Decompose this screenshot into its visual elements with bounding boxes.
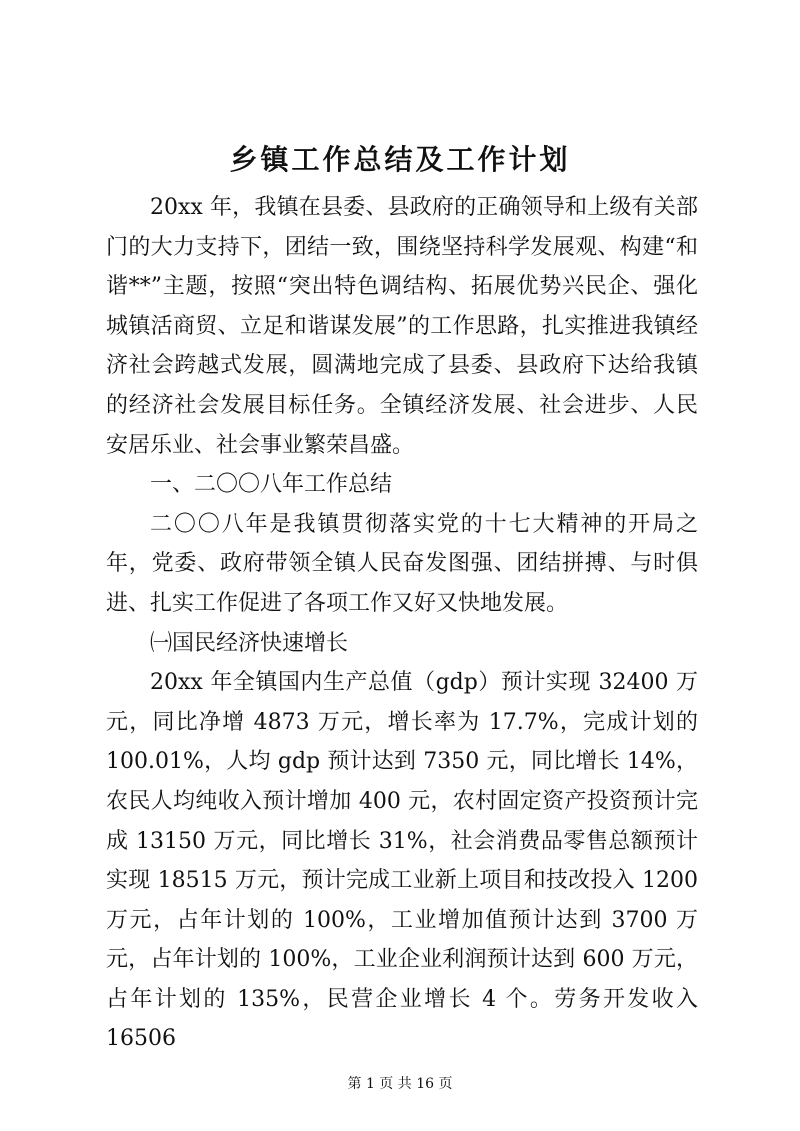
paragraph-economy: 20xx 年全镇国内生产总值（gdp）预计实现 32400 万元，同比净增 4873 万元，增长率为 17.7%，完成计划的 100.01%，人均 gdp 预计达到 7350 元，同比增长 14%，农民人均纯收入预计增加 400 元，农村固定资产投资预计完成 13150 万元，同比增长 31%，社会消费品零售总额预计实现 18515 万元，预计完成工业新上项目和技改投入 1200 万元，占年计划的 100%，工业增加值预计达到 3700 万元，占年计划的 100%，工业企业利润预计达到 600 万元，占年计划的 135%，民营企业增长 4 个。劳务开发收入 16506 — [106, 670, 698, 1052]
page-number: 第 1 页 共 16 页 — [347, 1076, 453, 1092]
page-title: 乡镇工作总结及工作计划 — [229, 143, 571, 176]
subsection-heading-economy: ㈠国民经济快速增长 — [150, 630, 349, 656]
document-body — [106, 188, 698, 1059]
section-heading-summary: 一、二〇〇八年工作总结 — [150, 472, 393, 498]
paragraph-intro: 20xx 年，我镇在县委、县政府的正确领导和上级有关部门的大力支持下，团结一致，围绕坚持科学发展观、构建“和谐**”主题，按照“突出特色调结构、拓展优势兴民企、强化城镇活商贸、立足和谐谋发展”的工作思路，扎实推进我镇经济社会跨越式发展，圆满地完成了县委、县政府下达给我镇的经济社会发展目标任务。全镇经济发展、社会进步、人民安居乐业、社会事业繁荣昌盛。 — [106, 195, 698, 458]
paragraph-overview: 二〇〇八年是我镇贯彻落实党的十七大精神的开局之年，党委、政府带领全镇人民奋发图强、团结拼搏、与时俱进、扎实工作促进了各项工作又好又快地发展。 — [106, 511, 698, 616]
